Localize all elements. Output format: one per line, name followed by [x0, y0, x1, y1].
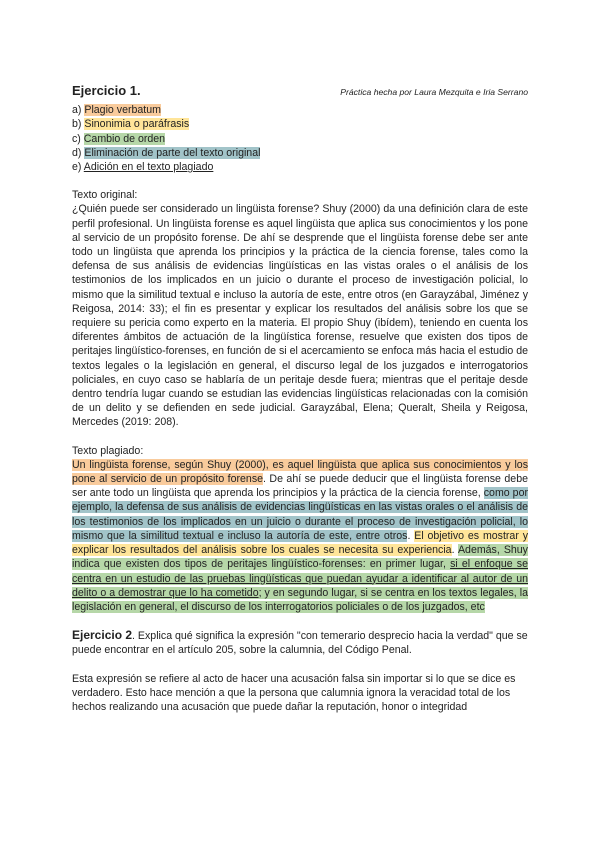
legend-prefix: b) [72, 118, 85, 131]
original-text-body: ¿Quién puede ser considerado un lingüista forense? Shuy (2000) da una definición clara de este perfil profesional. Un lingüista forense es aquel lingüista que aplica sus conocimientos y los pone al servicio de un propósito forense. De ahí se desprende que el lingüista forense debe ser ante todo un lingüista que aprenda los principios y la práctica de la ciencia forense, tales como la defensa de sus análisis de evidencias lingüísticas en las vistas orales o el análisis de los testimonios de los implicados en un juicio o durante el proceso de investigación policial, lo mismo que la similitud textual e incluso la autoría de este, entre otros (en Garayzábal, Jiménez y Reigosa, 2014: 33); el fin es presentar y explicar los resultados del análisis sobre los que se requiere su pericia como experto en la materia. El propio Shuy (ibídem), teniendo en cuenta los diferentes ámbitos de actuación de la lingüística forense, resuelve que existen dos tipos de peritajes lingüístico-forenses, en función de si el acercamiento se enfoca más hacia el estudio de textos legales o la legislación en general, el discurso legal de los juzgados e interrogatorios policiales, en cuyo caso se hablaría de un peritaje desde fuera; mientras que el peritaje desde dentro tendría lugar cuando se estudian las evidencias lingüísticas relacionadas con la comisión de un delito y se defienden en sede judicial. Garayzábal, Elena; Queralt, Sheila y Reigosa, Mercedes (2019: 208). [72, 203, 528, 429]
exercise-2-section [72, 628, 528, 714]
legend-prefix: e) [72, 161, 84, 174]
exercise-2-prompt [72, 628, 528, 657]
legend-prefix: d) [72, 146, 85, 159]
legend-label-plagio-verbatum: Plagio verbatum [84, 104, 161, 117]
segment-verbatim: Un lingüista forense, según Shuy (2000), es aquel lingüista que aplica sus conocimientos y los pone al servicio de un propósito forense [72, 458, 528, 486]
plagiarized-text-section [72, 444, 528, 614]
legend-label-adicion: Adición en el texto plagiado [83, 161, 214, 174]
page-title: Ejercicio 1. [72, 83, 141, 98]
legend-item-b [72, 117, 528, 131]
legend-label-sinonimia: Sinonimia o paráfrasis [84, 118, 190, 131]
legend-label-eliminacion: Eliminación de parte del texto original [84, 146, 261, 159]
legend-prefix: c) [72, 132, 84, 145]
original-text-section [72, 188, 528, 429]
legend-item-d [72, 146, 528, 160]
header [72, 84, 528, 99]
segment-adicion: si el enfoque se centra en un estudio de las pruebas lingüísticas que puedan ayudar a identificar al autor de un delito o a demostrar que lo ha cometido [72, 558, 528, 599]
legend-item-e [72, 160, 528, 174]
segment-plain: . De ahí se puede deducir que el lingüista forense debe ser ante todo un lingüista que aprenda los principios y la práctica de la ciencia forense, [72, 473, 528, 500]
legend-item-a [72, 103, 528, 117]
segment-eliminacion: como por ejemplo, la defensa de sus análisis de evidencias lingüísticas en las vistas orales o el análisis de los testimonios de los implicados en un juicio o durante el proceso de investigación policial, lo mismo que la similitud textual e incluso la autoría de este, entre otros [72, 487, 528, 542]
segment-cambio-orden: ; y en segundo lugar, si se centra en los textos legales, la legislación en general, el discurso de los interrogatorios policiales o de los juzgados, etc [72, 586, 528, 613]
legend-prefix: a) [72, 104, 85, 117]
original-text-heading: Texto original: [72, 189, 138, 202]
legend-item-c [72, 132, 528, 146]
segment-plain: . [451, 544, 458, 557]
plagiarized-text-body [72, 458, 528, 614]
exercise-2-label: Ejercicio 2 [72, 628, 133, 643]
plagiarized-text-heading: Texto plagiado: [72, 444, 144, 457]
segment-plain: . [407, 529, 415, 542]
author-credit: Práctica hecha por Laura Mezquita e Iria Serrano [340, 87, 528, 97]
legend-label-cambio-orden: Cambio de orden [83, 132, 166, 145]
document-page [72, 84, 528, 714]
exercise-2-answer: Esta expresión se refiere al acto de hacer una acusación falsa sin importar si lo que se dice es verdadero. Esto hace mención a que la persona que calumnia ignora la veracidad total de los hechos realizando una acusación que puede dañar la reputación, honor o integridad [72, 672, 516, 713]
segment-sinonimia: El objetivo es mostrar y explicar los resultados del análisis sobre los cuales se necesita su experiencia [72, 529, 529, 557]
legend-list [72, 103, 528, 174]
segment-cambio-orden: Además, Shuy indica que existen dos tipos de peritajes lingüístico-forenses: en primer lugar, [72, 544, 528, 571]
exercise-2-prompt-text: . Explica qué significa la expresión "con temerario desprecio hacia la verdad" que se puede encontrar en el artículo 205, sobre la calumnia, del Código Penal. [72, 630, 528, 657]
